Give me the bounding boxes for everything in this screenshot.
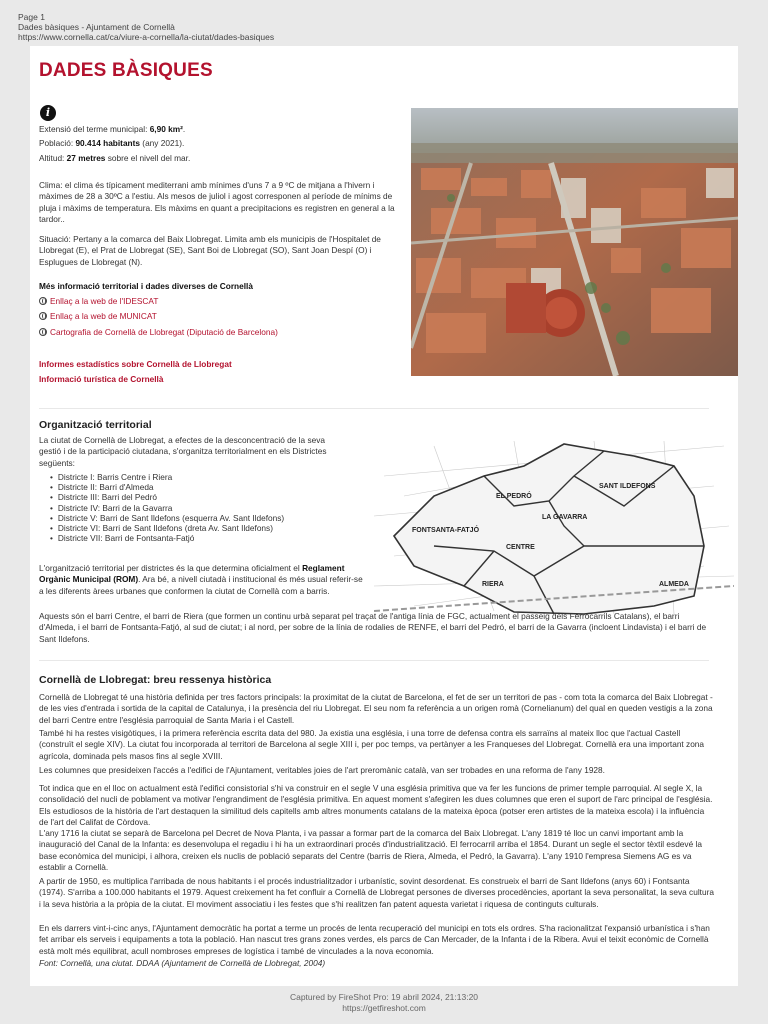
map-label-fontsanta: FONTSANTA-FATJÓ [412,527,480,534]
history-paragraph-2: També hi ha restes visigòtiques, i la primera referència escrita data del 980. Ja existia una església, i una torre de defensa contra els sarraïns al mateix lloc que l'actual Castell (construït el segle XIV). La ciutat fou incorporada al territori de Barcelona al segle XIII i, per poc temps, va pertànyer a les Franqueses del Llobregat. Cornellà era una important zona agrícola, dominada pels masos fins al segle XVIII. [39,728,705,761]
capture-site-link[interactable]: https://getfireshot.com [342,1002,426,1013]
map-label-riera: RIERA [482,581,504,588]
capture-info: Captured by FireShot Pro: 19 abril 2024, 21:13:20 [289,992,479,1002]
map-label-pedro: EL PEDRÓ [496,493,532,500]
area-line: Extensió del terme municipal: 6,90 km². [39,124,186,134]
list-item: • Districte V: Barri de Sant Ildefons (esquerra Av. Sant Ildefons) [50,513,284,523]
history-paragraph-1: Cornellà de Llobregat té una història definida per tres factors principals: la proximitat de la ciutat de Barcelona, el fet de ser un territori de pas - com tota la comarca del Baix Llobregat - de les vies d'entrada i sortida de la capital de Catalunya, i la presència del riu Llobregat. El seu nom fa referència a un origen romà (Cornelianum) del qual en queden vestigis a la zona del barri Centre entre l'església parroquial de Santa Maria i el Castell. [39,692,713,725]
info-icon: i [40,105,56,121]
list-item: • Districte III: Barri del Pedró [50,492,284,502]
rom-paragraph: L'organització territorial per districtes és la que determina oficialment el Reglament Orgànic Municipal (ROM). Ara bé, a nivell ciutadà i institucional és més usual referir-se a les diferents àrees urbanes que conformen la ciutat de Cornellà com a barris. [39,563,363,596]
list-item: • Districte II: Barri d'Almeda [50,482,284,492]
org-title: Organització territorial [39,419,152,431]
tab-title: Dades bàsiques - Ajuntament de Cornellà [18,22,175,32]
list-item: • Districte IV: Barri de la Gavarra [50,503,284,513]
situation-text: Situació: Pertany a la comarca del Baix Llobregat. Limita amb els municipis de l'Hospitalet de Llobregat (E), el Prat de Llobregat (SE), Sant Boi de Llobregat (SO), Sant Joan Despí (O) i Esplugues de Llobregat (N). [39,234,381,267]
history-paragraph-4: Tot indica que en el lloc on actualment està l'edifici consistorial s'hi va construir en el segle V una església primitiva que va fer les funcions de primer temple parroquial. Al segle X, la consolidació del nucli de poblament va motivar l'engrandiment de l'església primitiva. En aquest moment s'afegiren les dues columnes que eren el suport de l'arc principal de l'església. Els estudiosos de la història de l'art destaquen la similitud dels capitells amb altres monuments catalans de la mateixa època (potser eren artistes de la mateixa escola) i la influència de l'art del Califat de Còrdova. [39,783,713,827]
map-label-almeda: ALMEDA [659,581,689,588]
history-paragraph-6: A partir de 1950, es multiplica l'arribada de nous habitants i el procés industrialitzador i urbanístic, sovint desordenat. Es construeix el barri de Sant Ildefons (anys 60) i Fontsanta (1974). S'arriba a 100.000 habitants el 1979. Aquest creixement ha fet confluir a Cornellà de Llobregat persones de diverses procedències, aportant la seva personalitat, la seva cultura i la seva història a la pròpia de la ciutat. El moviment associatiu i les festes que s'hi realitzen fan patent aquesta varietat i riquesa de continguts culturals. [39,876,714,909]
history-title: Cornellà de Llobregat: breu ressenya històrica [39,674,272,686]
globe-icon [39,312,47,320]
capture-footer [0,992,768,1013]
page-content [30,46,738,986]
history-paragraph-7: En els darrers vint-i-cinc anys, l'Ajuntament democràtic ha portat a terme un procés de lenta recuperació del municipi en tots els ordres. S'ha racionalitzat l'expansió urbanística i s'han fet arribar els serveis i equipaments a tota la població. Han nascut tres grans zones verdes, els parcs de Can Mercader, de la Infanta i de la Ribera. Avui el teixit econòmic de Cornellà està molt més equilibrat, acull nombroses empreses de logística i també de vinculades a la nova economia. [39,923,710,956]
barris-paragraph: Aquests són el barri Centre, el barri de Riera (que formen un continu urbà separat pel traçat de l'antiga línia de FGC, actualment el passeig dels Ferrocarrils Catalans), el barri d'Almeda, i el barri de Fontsanta-Fatjó, al sud de ciutat; i al nord, per sobre de la línia de rodalies de RENFE, el barri del Pedró, el barri de la Gavarra (incloent Lindavista) i el barri de Sant Ildefons. [39,611,707,644]
page-url[interactable]: https://www.cornella.cat/ca/viure-a-cornella/la-ciutat/dades-basiques [18,32,275,42]
globe-icon [39,297,47,305]
divider [39,408,709,409]
link-municat[interactable]: Enllaç a la web de MUNICAT [39,311,157,321]
page-title: DADES BÀSIQUES [39,60,213,81]
divider [39,660,709,661]
map-label-sant-ildefons: SANT ILDEFONS [599,483,656,490]
history-paragraph-5: L'any 1716 la ciutat se separà de Barcelona pel Decret de Nova Planta, i va passar a formar part de la comarca del Baix Llobregat. L'any 1819 té lloc un canvi important amb la inauguració del Canal de la Infanta: es desenvolupa el regadiu i hi ha un extraordinari procés d'industrialització. El ferrocarril arriba el 1854. Durant un segle el sector tèxtil esdevé la base econòmica del municipi, i alhora, creixen els nuclis de població separats del Centre (barris de Riera, Almeda, el Pedró, la Gavarra). L'any 1910 l'empresa Siemens AG es va establir a Cornellà. [39,828,702,872]
map-label-gavarra: LA GAVARRA [542,514,588,521]
link-cartografia[interactable]: Cartografia de Cornellà de Llobregat (Diputació de Barcelona) [39,327,278,337]
districts-list [50,472,284,543]
page-label: Page 1 [18,12,45,22]
link-turistica[interactable]: Informació turística de Cornellà [39,374,164,384]
altitude-line: Altitud: 27 metres sobre el nivell del mar. [39,153,191,163]
map-label-centre: CENTRE [506,544,535,551]
aerial-city-photo [411,108,738,376]
more-info-title: Més informació territorial i dades diverses de Cornellà [39,281,253,291]
org-intro: La ciutat de Cornellà de Llobregat, a efectes de la desconcentració de la seva gestió i de la participació ciutadana, s'organitza territorialment en els Districtes següents: [39,435,327,468]
link-idescat[interactable]: Enllaç a la web de l'IDESCAT [39,296,158,306]
list-item: • Districte VII: Barri de Fontsanta-Fatjó [50,533,284,543]
globe-icon [39,328,47,336]
list-item: • Districte I: Barris Centre i Riera [50,472,284,482]
link-informes[interactable]: Informes estadístics sobre Cornellà de Llobregat [39,359,232,369]
history-source: Font: Cornellà, una ciutat. DDAA (Ajuntament de Cornellà de Llobregat, 2004) [39,958,326,968]
history-paragraph-3: Les columnes que presideixen l'accés a l'edifici de l'Ajuntament, veritables joies de l'art preromànic català, van ser trobades en una reforma de l'any 1928. [39,765,605,775]
list-item: • Districte VI: Barri de Sant Ildefons (dreta Av. Sant Ildefons) [50,523,284,533]
browser-header [0,8,768,42]
population-line: Població: 90.414 habitants (any 2021). [39,138,185,148]
climate-text: Clima: el clima és típicament mediterrani amb mínimes d'uns 7 a 9 ºC de mitjana a l'hivern i màximes de 28 a 30ºC a l'estiu. Als mesos de juliol i agost corresponen al període de mínims de pluja i màxims de temperatura. Els màxims en quant a precipitacions es registren en general a la tardor.. [39,180,395,224]
districts-map [374,436,734,616]
